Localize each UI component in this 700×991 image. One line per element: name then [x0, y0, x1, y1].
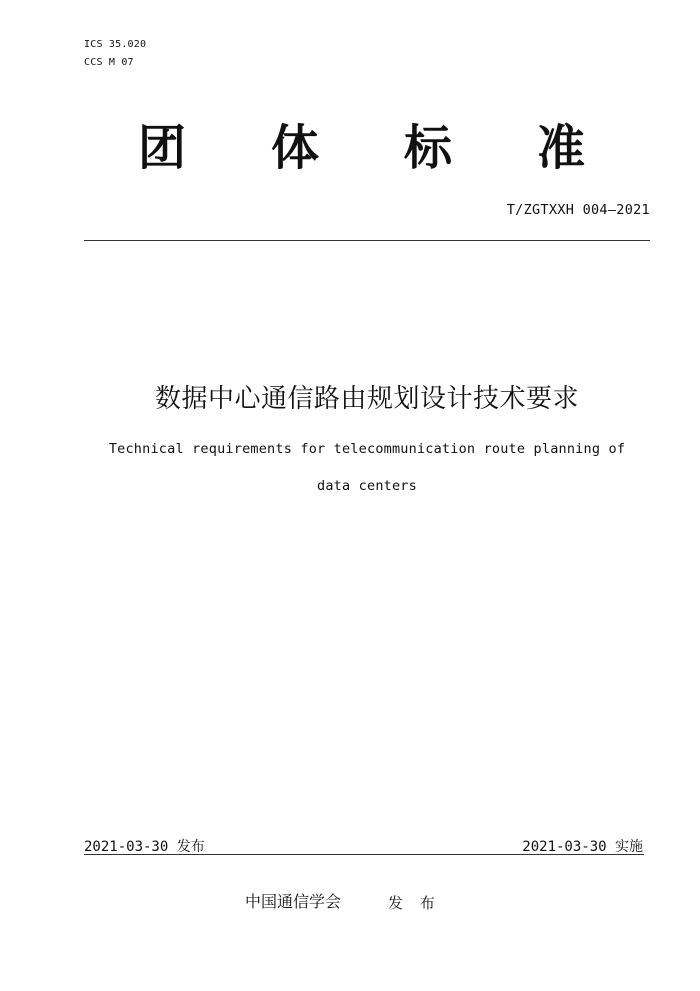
- english-title-line-2: data centers: [317, 478, 417, 494]
- standard-number: T/ZGTXXH 004—2021: [506, 202, 650, 218]
- ics-code: ICS 35.020: [84, 39, 147, 50]
- publish-label: 发 布: [388, 894, 441, 912]
- document-title-english: [0, 431, 700, 505]
- classification-codes: [84, 36, 146, 72]
- issue-date: 2021-03-30 发布: [84, 839, 205, 855]
- footer-divider: [84, 854, 644, 855]
- publisher-name: 中国通信学会: [245, 892, 342, 911]
- english-title-line-1: Technical requirements for telecommunication route planning of: [108, 441, 626, 457]
- document-title-chinese: 数据中心通信路由规划设计技术要求: [154, 384, 579, 414]
- standard-type-heading: 团体标准: [138, 120, 671, 176]
- implementation-date: 2021-03-30 实施: [522, 839, 643, 855]
- header-divider: [84, 240, 650, 241]
- ccs-code: CCS M 07: [84, 57, 134, 68]
